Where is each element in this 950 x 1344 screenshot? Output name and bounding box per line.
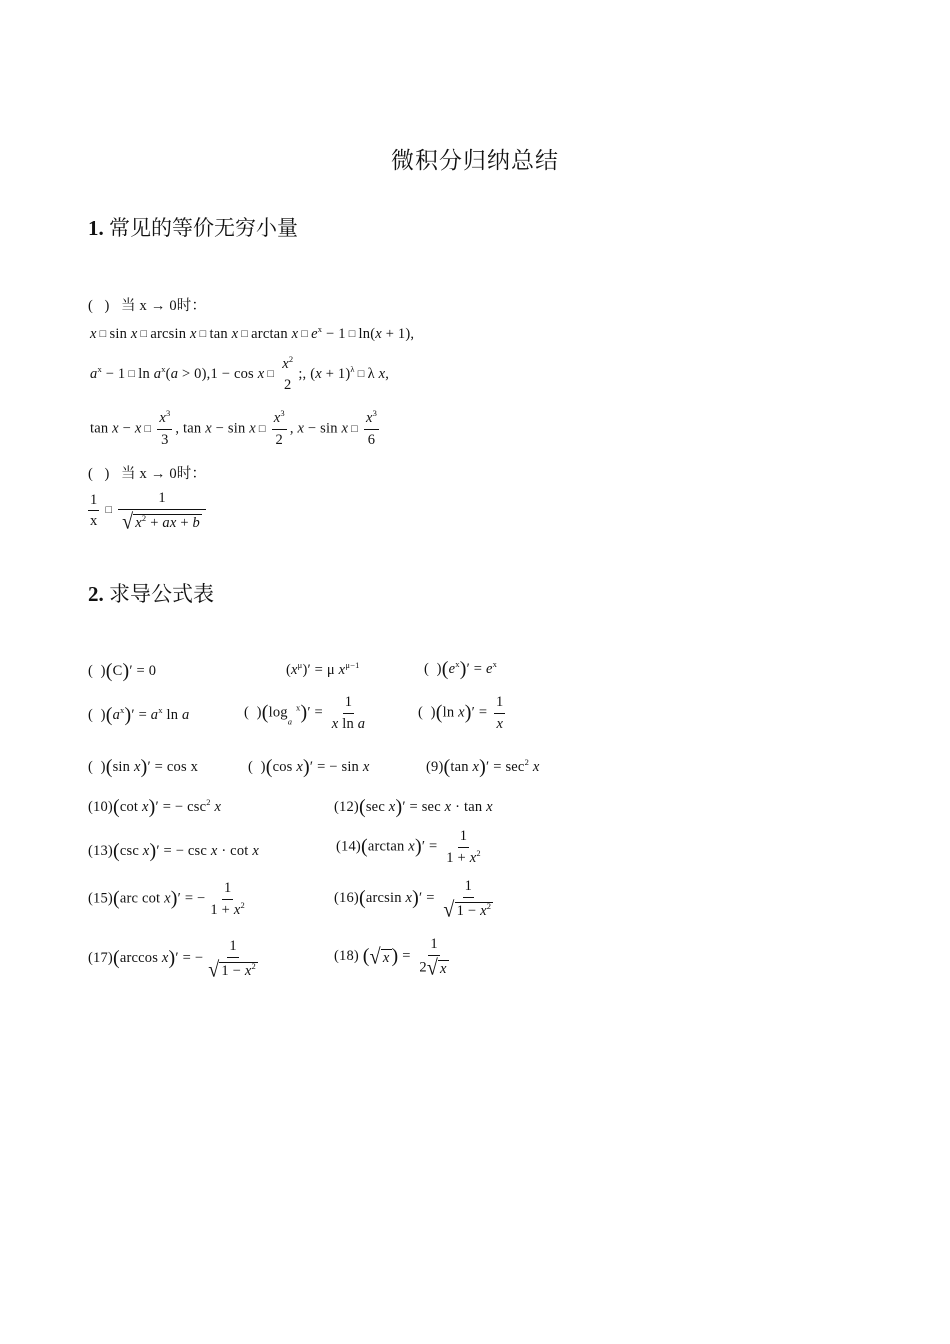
equiv-line-3: tan x − x □ $\frac{x^3}{3}$ , tan x − sin x □ $\frac{x^3}{2}$ , x − sin x □ $\frac{x^3}{6}$ <box>90 408 378 448</box>
formula-cot: (10)(cot x)′ = − $\csc^2 x$ <box>88 796 222 818</box>
equiv-line-2: $a^x - 1$ □ $\ln a^x(a > 0),1 - \cos x$ □ $x^2$ 2 ;, $(x + 1)^\lambda$ □ λ x, <box>90 354 390 393</box>
formula-arcsin: (16)(arcsin x)′ = 1 √ $1 - x^2$ <box>334 878 492 922</box>
formula-cos: ( )(cos x)′ = − sin x <box>248 756 370 778</box>
formula-exp-e: ( )$(e^x)' = e^x$ <box>424 658 498 680</box>
condition-line-2: ( ) 当 x → 0时： <box>88 466 207 482</box>
section-1-number: 1. <box>88 216 104 240</box>
formula-power: $(x^\mu)' = \mu$ $x^{\mu-1}$ <box>286 660 360 678</box>
page-title: 微积分归纳总结 <box>391 148 559 173</box>
formula-arctan: (14)(arctan x)′ = $\frac{1}{1 + x^2}$ <box>336 828 481 866</box>
section-2-title: 求导公式表 <box>109 582 214 606</box>
formula-log-a: ( )($\log_a$ $^x$)′ = $\frac{1}{\text{x ln a}}$ <box>244 694 366 732</box>
section-1-title: 常见的等价无穷小量 <box>109 216 298 240</box>
equiv-line-4: $\frac{1}{x}$ □ 1 √ $x^2$ + ax + b <box>88 490 209 532</box>
formula-arccos: (17)(arccos x)′ = − 1 √ $1 - x^2$ <box>88 938 256 982</box>
formula-exp-a: ( )$(a^x)' = a^x$ ln a <box>88 704 190 726</box>
equiv-line-1: x □ sin x □ arcsin x □ tan x □ arctan x □ $e^x - 1$ □ ln(x + 1), <box>90 324 415 342</box>
formula-sec: (12)(sec x)′ = sec x · tan x <box>334 796 493 818</box>
section-1-heading <box>88 212 298 242</box>
condition-text-1: 当 x → 0时： <box>121 298 207 314</box>
formula-ln: ( )(ln x)′ = $\frac{1}{x}$ <box>418 694 504 732</box>
section-2-heading <box>88 578 214 608</box>
formula-constant: ( )(C)′ = 0 <box>88 660 157 682</box>
condition-text-2: 当 x → 0时： <box>121 466 207 482</box>
formula-sqrt: (18) ( √ x ) = 1 2 √ x <box>334 936 447 980</box>
condition-line-1: ( ) 当 x → 0时： <box>88 298 207 314</box>
formula-tan: (9)(tan $x)' = \sec^2 x$ <box>426 756 540 778</box>
formula-csc: (13)(csc x)′ = − csc x · cot x <box>88 840 259 862</box>
formula-sin: ( )(sin x)′ = cos x <box>88 756 199 778</box>
section-2-number: 2. <box>88 582 104 606</box>
formula-arccot: (15)(arc cot x)′ = − $\frac{1}{1 + x^2}$ <box>88 880 245 918</box>
